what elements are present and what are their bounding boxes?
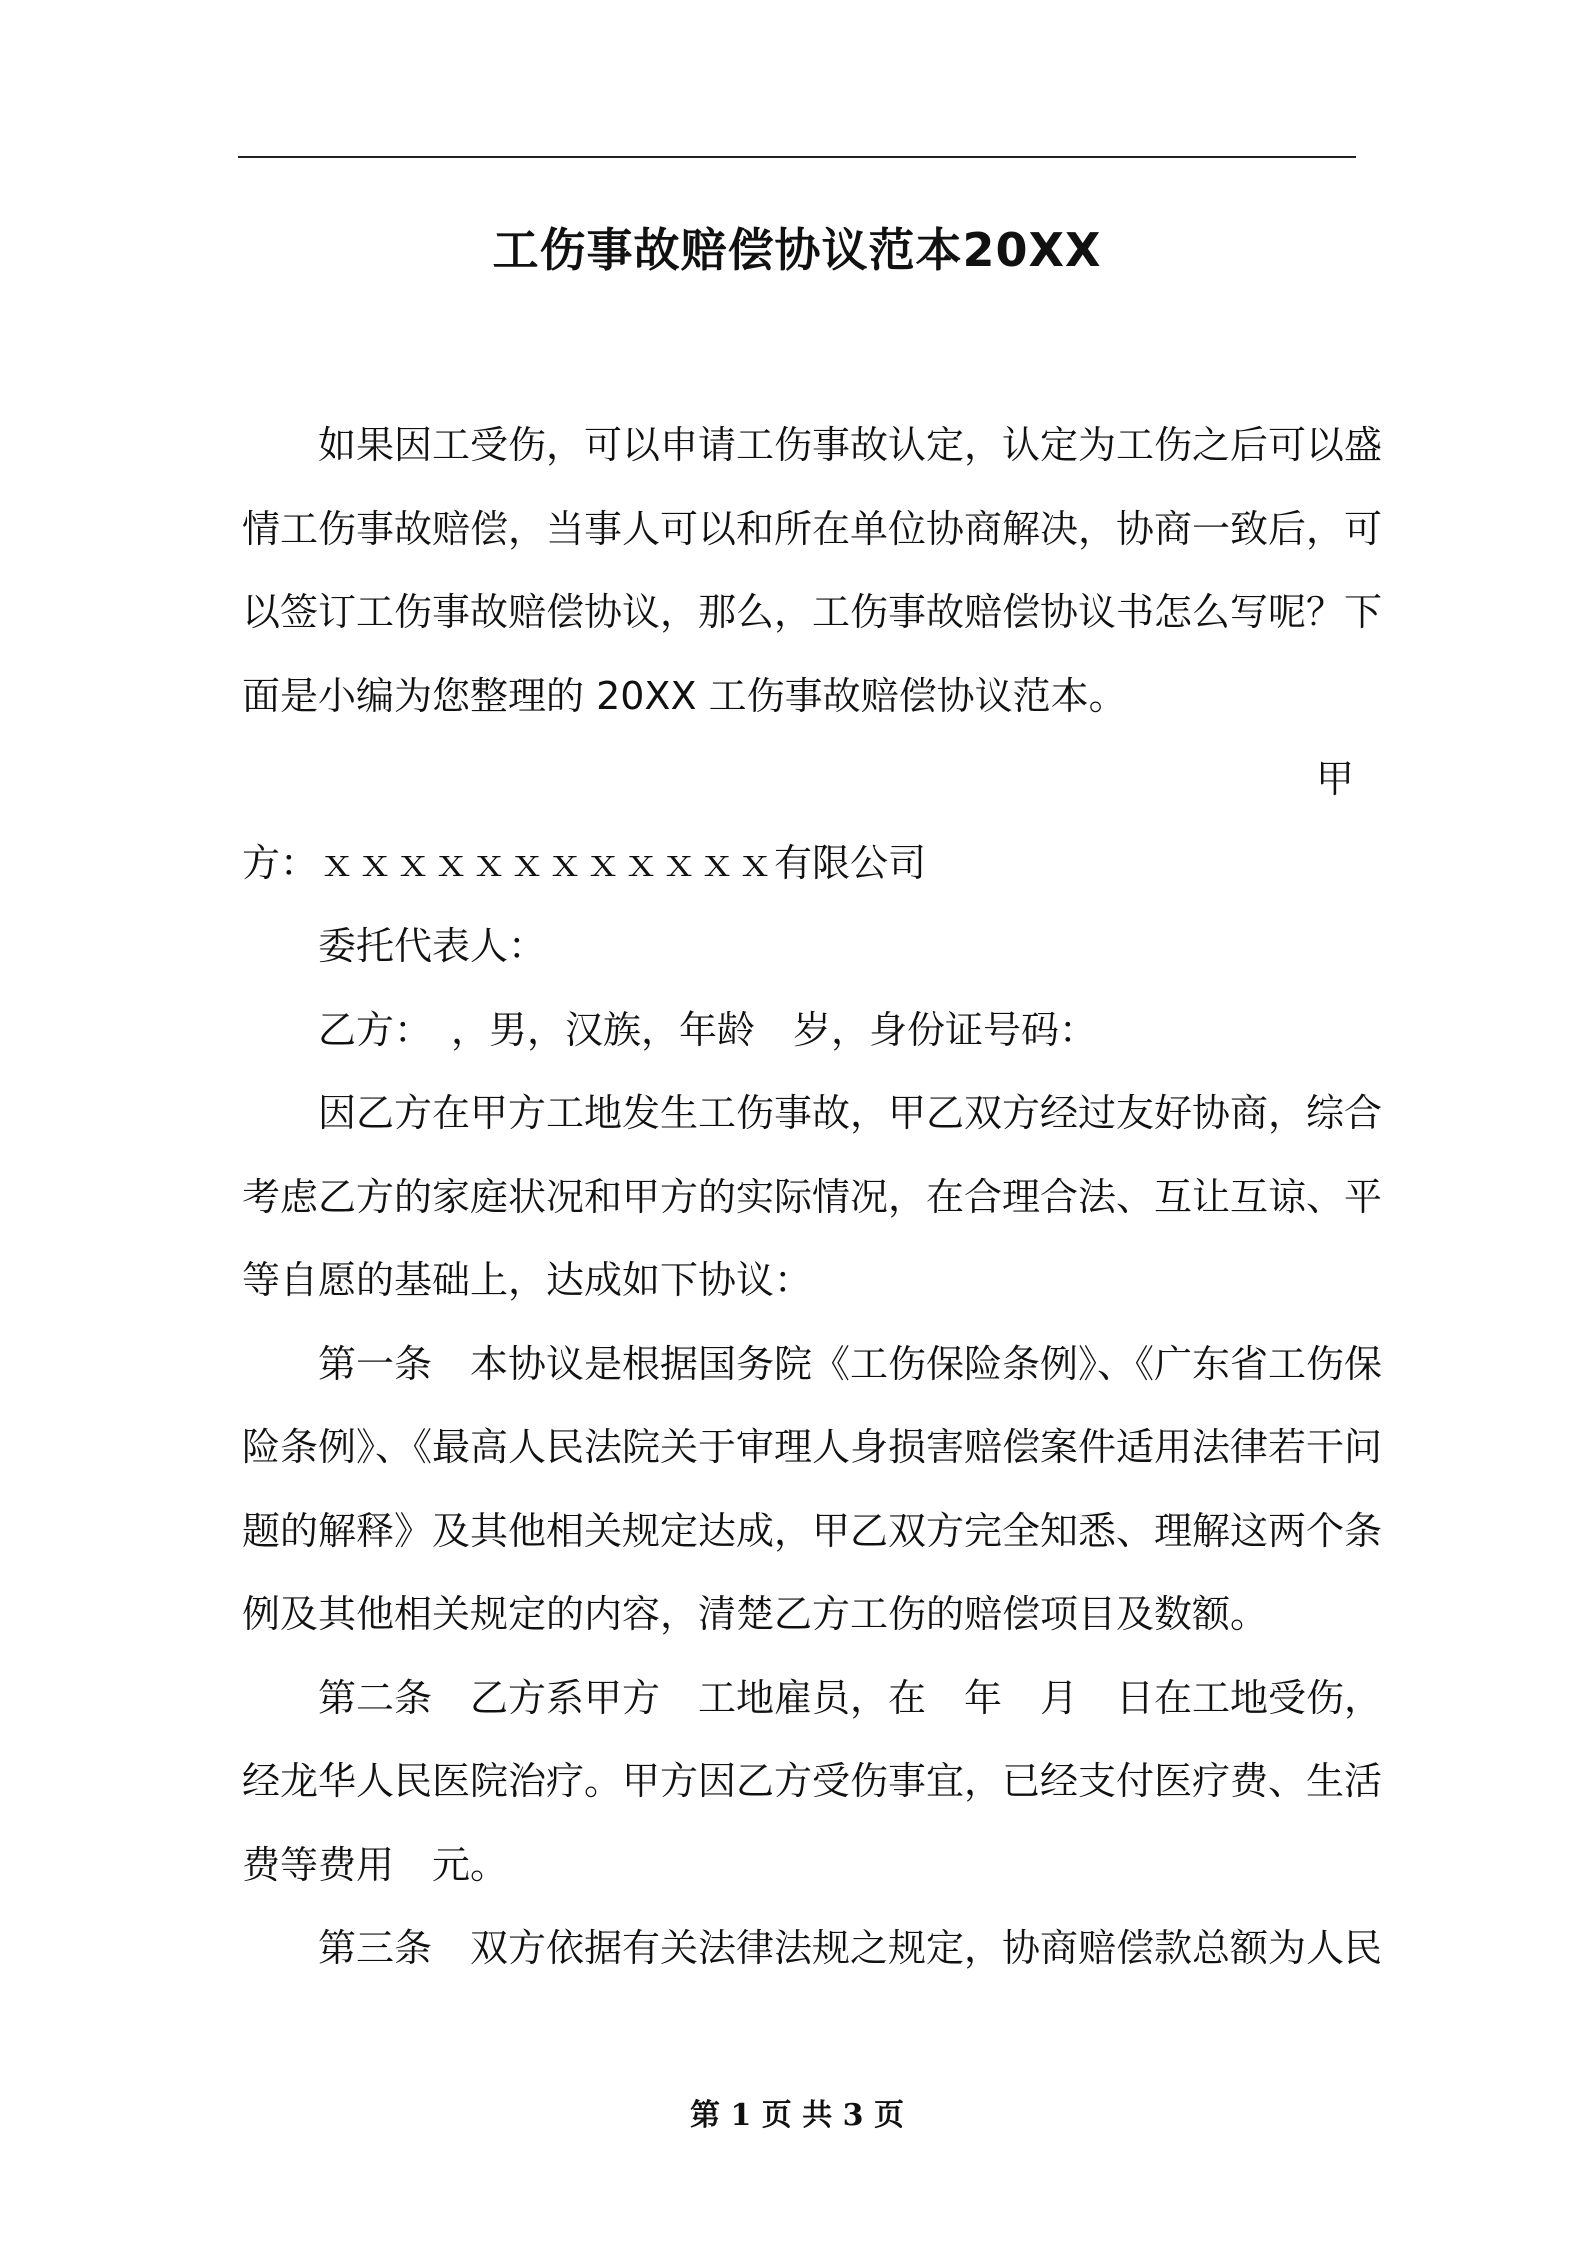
text-line: 费等费用 元。 — [242, 1842, 509, 1887]
document-title: 工伤事故赔偿协议范本20XX — [492, 223, 1102, 277]
article-2-paragraph — [242, 1657, 1383, 1908]
text-line: 考虑乙方的家庭状况和甲方的实际情况，在合理合法、互让互谅、平 — [242, 1174, 1383, 1219]
document-body — [242, 404, 1383, 1991]
text-line: 面是小编为您整理的 20XX 工伤事故赔偿协议范本。 — [242, 673, 1127, 718]
text-line: 经龙华人民医院治疗。甲方因乙方受伤事宜，已经支付医疗费、生活 — [242, 1759, 1383, 1803]
article-1-paragraph — [242, 1323, 1383, 1657]
article-3-paragraph — [242, 1907, 1383, 1991]
party-a-paragraph — [242, 738, 1354, 905]
party-a-line: 方：ｘｘｘｘｘｘｘｘｘｘｘｘ有限公司 — [242, 840, 927, 885]
page-footer: 第 1 页 共 3 页 — [690, 2098, 904, 2133]
representative-line: 委托代表人： — [318, 924, 547, 968]
text-line: 第一条 本协议是根据国务院《工伤保险条例》、《广东省工伤保 — [318, 1341, 1383, 1386]
text-line: 等自愿的基础上，达成如下协议： — [242, 1258, 813, 1302]
text-line: 第三条 双方依据有关法律法规之规定，协商赔偿款总额为人民 — [318, 1926, 1383, 1970]
text-line: 题的解释》及其他相关规定达成，甲乙双方完全知悉、理解这两个条 — [242, 1508, 1383, 1553]
header-rule — [238, 156, 1356, 158]
text-line: 险条例》、《最高人民法院关于审理人身损害赔偿案件适用法律若干问 — [242, 1425, 1383, 1469]
party-b-paragraph — [242, 989, 1354, 1073]
preamble-paragraph — [242, 1072, 1383, 1323]
representative-paragraph — [242, 905, 1354, 989]
text-line: 甲 — [1315, 757, 1354, 801]
text-line: 第二条 乙方系甲方 工地雇员，在 年 月 日在工地受伤， — [318, 1675, 1383, 1720]
text-line: 因乙方在甲方工地发生工伤事故，甲乙双方经过友好协商，综合 — [318, 1091, 1383, 1135]
text-line: 例及其他相关规定的内容，清楚乙方工伤的赔偿项目及数额。 — [242, 1592, 1269, 1636]
intro-paragraph — [242, 404, 1383, 738]
text-line: 情工伤事故赔偿，当事人可以和所在单位协商解决，协商一致后，可 — [242, 506, 1383, 551]
text-line: 如果因工受伤，可以申请工伤事故认定，认定为工伤之后可以盛 — [318, 423, 1383, 467]
party-b-line: 乙方： ，男，汉族，年龄 岁，身份证号码： — [318, 1007, 1098, 1052]
text-line: 以签订工伤事故赔偿协议，那么，工伤事故赔偿协议书怎么写呢？下 — [242, 590, 1383, 634]
